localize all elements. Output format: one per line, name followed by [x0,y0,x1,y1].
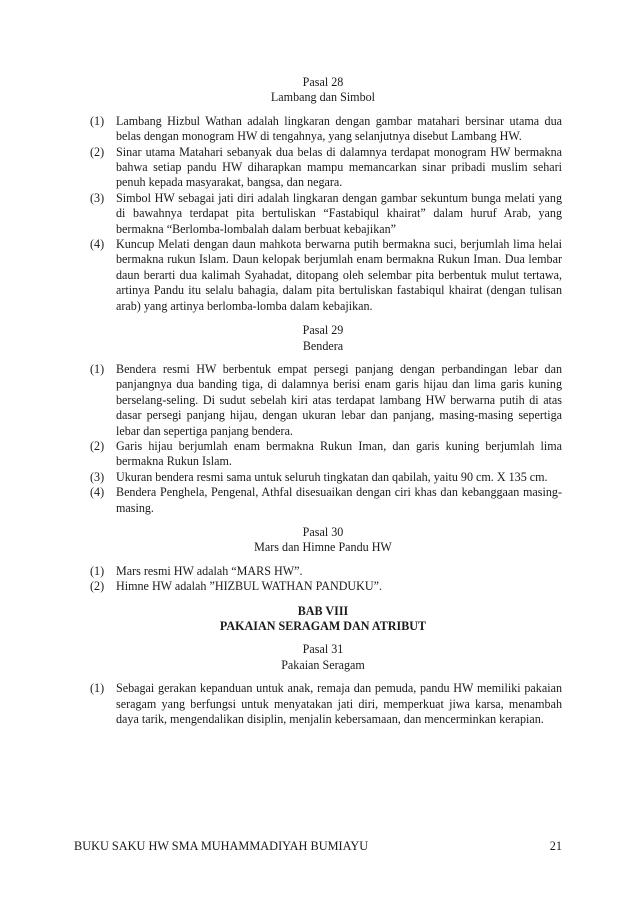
pasal-subtitle: Lambang dan Simbol [270,90,376,105]
pasal-title: Pasal 28 [302,75,344,89]
document-body [84,75,562,727]
item-number: (1) [90,113,105,128]
pasal-subtitle: Bendera [302,338,344,353]
page-number: 21 [549,839,562,853]
item-number: (2) [90,144,105,159]
pasal-31-heading [84,642,562,673]
pasal-28-list [84,114,562,314]
pasal-title: Pasal 31 [302,642,344,657]
pasal-29-heading [84,323,562,354]
item-text: Sebagai gerakan kepanduan untuk anak, remaja dan pemuda, pandu HW memiliki pakaian seragam yang berfungsi untuk menyatakan jati diri, memperkuat jiwa karsa, menambah daya tarik, mengendalikan disiplin, menjalin kebersamaan, dan mencerminkan kerapian. [116,681,562,727]
item-number: (1) [90,563,105,578]
list-item [84,579,562,594]
item-text: Simbol HW sebagai jati diri adalah lingkaran dengan gambar sekuntum bunga melati yang di bawahnya terdapat pita bertuliskan “Fastabiqul khairat” dalam huruf Arab, yang bermakna “Berlomba-lombalah dalam berbuat kebajikan” [116,190,562,236]
pasal-29-list [84,362,562,516]
list-item [84,145,562,191]
item-text: Lambang Hizbul Wathan adalah lingkaran dengan gambar matahari bersinar utama dua belas dengan monogram HW di tengahnya, yang selanjutnya disebut Lambang HW. [116,113,562,144]
item-number: (3) [90,469,105,484]
pasal-31-list [84,681,562,727]
item-text: Bendera Penghela, Pengenal, Athfal disesuaikan dengan ciri khas dan kebanggaan masing-masing. [116,485,562,515]
pasal-title: Pasal 29 [302,323,344,338]
page-footer [74,839,562,854]
pasal-28-heading [84,75,562,106]
item-number: (1) [90,681,105,696]
pasal-title: Pasal 30 [302,524,344,539]
list-item [84,237,562,314]
footer-book-title: BUKU SAKU HW SMA MUHAMMADIYAH BUMIAYU [74,839,369,853]
chapter-number: BAB VIII [297,603,349,618]
item-number: (4) [90,237,105,252]
pasal-subtitle: Pakaian Seragam [281,657,365,672]
item-number: (2) [90,438,105,453]
pasal-30-heading [84,525,562,556]
list-item [84,362,562,439]
list-item [84,114,562,145]
list-item [84,470,562,485]
item-text: Himne HW adalah ”HIZBUL WATHAN PANDUKU”. [116,579,383,594]
pasal-30-list [84,564,562,595]
item-text: Mars resmi HW adalah “MARS HW”. [116,563,303,578]
item-text: Bendera resmi HW berbentuk empat persegi panjang dengan perbandingan lebar dan panjangnya dua banding tiga, di dalamnya berisi enam garis hijau dan lima garis kuning berselang-seling. Di sudut sebelah kiri atas terdapat lambang HW berwarna putih di atas dasar persegi panjang hijau, dengan ukuran lebar dan panjang, masing-masing sepertiga lebar dan sepertiga panjang bendera. [116,361,562,438]
list-item [84,439,562,470]
item-text: Garis hijau berjumlah enam bermakna Rukun Iman, dan garis kuning berjumlah lima bermakna Rukun Islam. [116,438,562,469]
list-item [84,564,562,579]
list-item [84,681,562,727]
chapter-heading [84,604,562,635]
pasal-subtitle: Mars dan Himne Pandu HW [254,540,392,555]
item-text: Ukuran bendera resmi sama untuk seluruh tingkatan dan qabilah, yaitu 90 cm. X 135 cm. [116,469,548,484]
item-text: Sinar utama Matahari sebanyak dua belas di dalamnya terdapat monogram HW bermakna bahwa setiap pandu HW diharapkan mampu memancarkan sinar pribadi muslim sehari penuh kepada masyarakat, bangsa, dan negara. [116,144,562,190]
item-text: Kuncup Melati dengan daun mahkota berwarna putih bermakna suci, berjumlah lima helai bermakna rukun Islam. Daun kelopak berjumlah enam bermakna Rukun Iman. Dua lembar daun berarti dua kalimah Syahadat, ditopang oleh selembar pita berbentuk mulut tertawa, artinya Pandu itu selalu bahagia, dalam pita bertuliskan fastabiqul khairat (dengan tulisan arab) yang artinya berlomba-lomba dalam kebajikan. [116,237,562,313]
item-number: (4) [90,485,105,500]
list-item [84,485,562,516]
item-number: (1) [90,361,105,376]
chapter-title: PAKAIAN SERAGAM DAN ATRIBUT [219,619,427,633]
list-item [84,191,562,237]
item-number: (3) [90,190,105,205]
item-number: (2) [90,579,105,594]
